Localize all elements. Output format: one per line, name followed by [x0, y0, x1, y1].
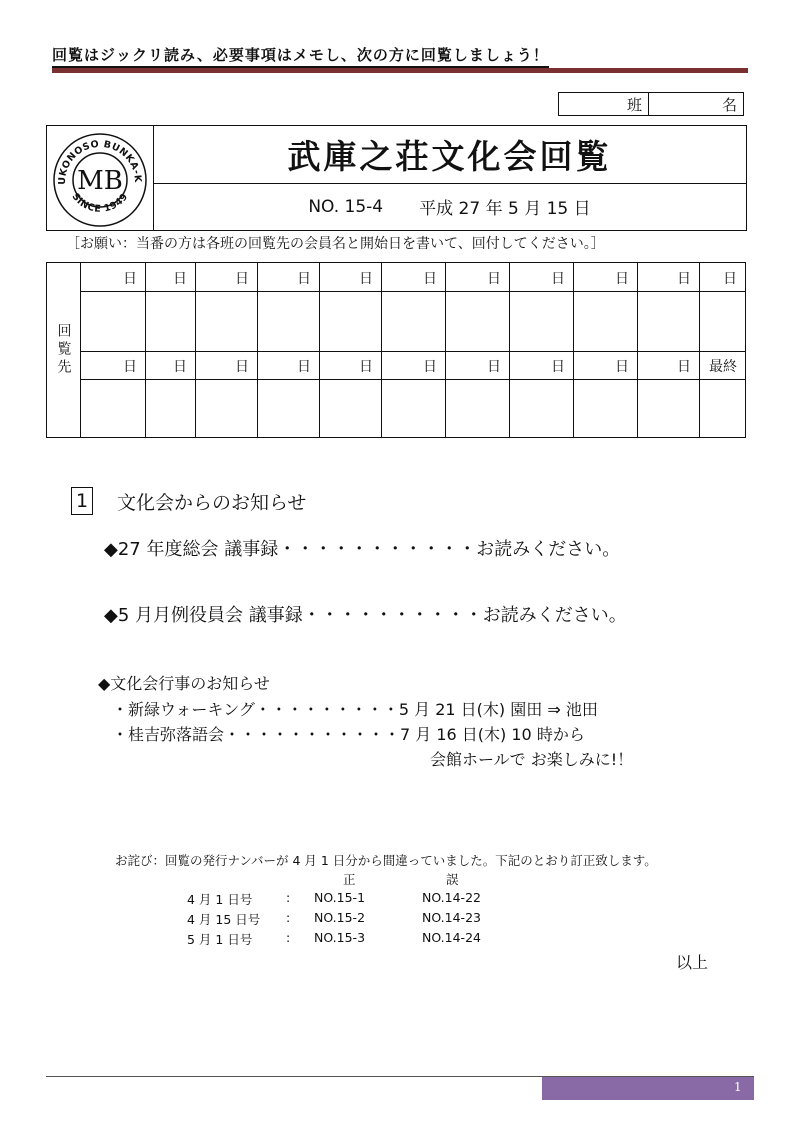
- mb-logo-icon: [47, 126, 153, 230]
- correction-wrong: NO.14-24: [422, 930, 481, 945]
- logo-since-text: SINCE 1949: [69, 191, 131, 215]
- member-name-cell[interactable]: [195, 292, 257, 351]
- member-name-cell[interactable]: [80, 292, 145, 351]
- member-name-cell[interactable]: [195, 380, 257, 437]
- date-cell[interactable]: 日: [551, 359, 565, 375]
- correction-date: 4 月 1 日号: [187, 892, 253, 907]
- correction-wrong: NO.14-23: [422, 910, 481, 925]
- date-cell[interactable]: 日: [551, 271, 565, 287]
- date-cell[interactable]: 日: [173, 359, 187, 375]
- date-cell[interactable]: 日: [677, 271, 691, 287]
- date-cell[interactable]: 日: [615, 359, 629, 375]
- date-cell[interactable]: 日: [123, 359, 137, 375]
- section-title: 文化会からのお知らせ: [117, 492, 307, 514]
- correction-wrong: NO.14-22: [422, 890, 481, 905]
- event-rakugo: ・桂吉弥落語会・・・・・・・・・・・7 月 16 日(木) 10 時から: [112, 725, 585, 744]
- member-name-cell[interactable]: [509, 292, 573, 351]
- date-cell[interactable]: 日: [173, 271, 187, 287]
- member-name-cell[interactable]: [573, 292, 637, 351]
- member-name-cell[interactable]: [381, 380, 445, 437]
- apology-text: お詫び：回覧の発行ナンバーが 4 月 1 日分から間違っていました。下記のとおり訂正致します。: [115, 853, 657, 868]
- title-cell: [153, 126, 746, 184]
- member-name-cell[interactable]: [637, 380, 699, 437]
- logo-cell: [47, 126, 154, 230]
- member-name-cell[interactable]: [319, 380, 381, 437]
- member-name-cell[interactable]: [145, 380, 195, 437]
- member-name-cell[interactable]: [573, 380, 637, 437]
- correction-correct: NO.15-3: [314, 930, 366, 945]
- member-name-cell[interactable]: [445, 292, 509, 351]
- circulation-label-text: 回覧先: [55, 323, 72, 377]
- footer-bar: [542, 1077, 754, 1100]
- notice-item-minutes-general: ◆27 年度総会 議事録・・・・・・・・・・・お読みください。: [104, 539, 621, 560]
- member-name-cell[interactable]: [319, 292, 381, 351]
- han-name-box[interactable]: [558, 92, 744, 116]
- member-name-cell[interactable]: [509, 380, 573, 437]
- date-cell[interactable]: 日: [487, 359, 501, 375]
- event-rakugo-note: 会館ホールで お楽しみに!！: [430, 750, 634, 769]
- date-cell[interactable]: 日: [297, 359, 311, 375]
- member-name-cell[interactable]: [145, 292, 195, 351]
- date-cell[interactable]: 日: [297, 271, 311, 287]
- logo-ring-text: UKONOSO BUNKA-K: [56, 138, 144, 185]
- date-cell[interactable]: 日: [359, 359, 373, 375]
- issue-number: NO. 15-4: [308, 196, 384, 217]
- col-correct: 正: [343, 872, 356, 887]
- final-date-cell[interactable]: 最終: [709, 359, 737, 375]
- request-note: ［お願い：当番の方は各班の回覧先の会員名と開始日を書いて、回付してください。］: [66, 236, 605, 252]
- date-cell[interactable]: 日: [487, 271, 501, 287]
- date-cell[interactable]: 日: [615, 271, 629, 287]
- date-cell[interactable]: 日: [235, 271, 249, 287]
- name-label: 名: [721, 95, 737, 114]
- page-number: 1: [734, 1080, 742, 1094]
- correction-correct: NO.15-2: [314, 910, 366, 925]
- correction-date: 5 月 1 日号: [187, 932, 253, 947]
- header-box: [46, 125, 747, 231]
- notice-item-minutes-officers: ◆5 月月例役員会 議事録・・・・・・・・・・お読みください。: [104, 605, 627, 626]
- banner-text: 回覧はジックリ読み、必要事項はメモし、次の方に回覧しましょう！: [52, 44, 549, 68]
- member-name-cell[interactable]: [381, 292, 445, 351]
- page-title: 武庫之荘文化会回覧: [287, 137, 612, 176]
- date-cell[interactable]: 日: [123, 271, 137, 287]
- han-label: 班: [559, 93, 649, 115]
- member-name-cell[interactable]: [637, 292, 699, 351]
- date-cell[interactable]: 日: [677, 359, 691, 375]
- circulation-label: [47, 263, 81, 437]
- member-name-cell[interactable]: [80, 380, 145, 437]
- date-cell[interactable]: 日: [359, 271, 373, 287]
- logo-letters: MB: [77, 166, 123, 196]
- member-name-cell[interactable]: [699, 380, 745, 437]
- date-cell[interactable]: 日: [723, 271, 737, 287]
- banner-rule: [52, 68, 748, 73]
- event-walking: ・新緑ウォーキング・・・・・・・・・5 月 21 日(木) 園田 ⇒ 池田: [112, 700, 598, 719]
- section-number: 1: [71, 487, 93, 515]
- date-cell[interactable]: 日: [423, 359, 437, 375]
- issue-cell: [153, 183, 746, 230]
- table-row-divider: [80, 351, 745, 352]
- correction-correct: NO.15-1: [314, 890, 366, 905]
- circulation-table: [46, 262, 746, 438]
- correction-date: 4 月 15 日号: [187, 912, 261, 927]
- member-name-cell[interactable]: [699, 292, 745, 351]
- issue-date: 平成 27 年 5 月 15 日: [419, 199, 591, 219]
- correction-colon: :: [286, 910, 291, 925]
- correction-colon: :: [286, 890, 291, 905]
- date-cell[interactable]: 日: [235, 359, 249, 375]
- date-cell[interactable]: 日: [423, 271, 437, 287]
- member-name-cell[interactable]: [445, 380, 509, 437]
- closing: 以上: [676, 953, 709, 972]
- correction-colon: :: [286, 930, 291, 945]
- member-name-cell[interactable]: [257, 292, 319, 351]
- events-heading: ◆文化会行事のお知らせ: [98, 674, 270, 693]
- col-wrong: 誤: [446, 872, 459, 887]
- member-name-cell[interactable]: [257, 380, 319, 437]
